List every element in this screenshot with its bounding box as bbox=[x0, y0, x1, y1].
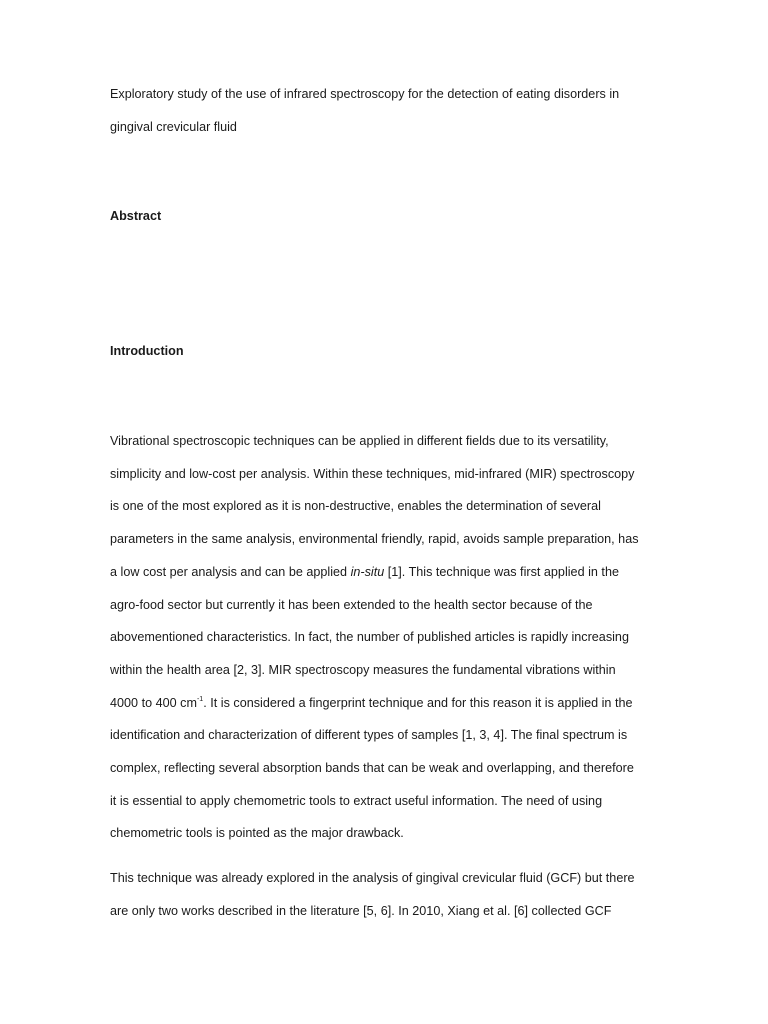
paragraph-line: This technique was already explored in the analysis of gingival crevicular fluid (GCF) but there bbox=[110, 871, 635, 885]
superscript: -1 bbox=[196, 695, 204, 703]
introduction-heading-text: Introduction bbox=[110, 344, 184, 358]
introduction-heading bbox=[110, 335, 660, 368]
title-line: Exploratory study of the use of infrared spectroscopy for the detection of eating disorders in bbox=[110, 87, 620, 101]
paragraph-line: agro-food sector but currently it has been extended to the health sector because of the bbox=[110, 597, 593, 612]
paragraph-line: chemometric tools is pointed as the major drawback. bbox=[110, 826, 404, 841]
abstract-heading-text: Abstract bbox=[110, 209, 162, 223]
paragraph-line bbox=[110, 687, 660, 720]
paragraph-line: are only two works described in the literature [5, 6]. In 2010, Xiang et al. [6] collected GCF bbox=[110, 903, 612, 918]
introduction-paragraph-2 bbox=[110, 862, 660, 927]
paragraph-line: Vibrational spectroscopic techniques can be applied in different fields due to its versatility, bbox=[110, 434, 609, 448]
paragraph-line: it is essential to apply chemometric tools to extract useful information. The need of using bbox=[110, 793, 603, 808]
paragraph-line: complex, reflecting several absorption bands that can be weak and overlapping, and therefore bbox=[110, 761, 634, 776]
italic-term: in-situ bbox=[350, 564, 385, 579]
paper-title bbox=[110, 78, 660, 143]
paragraph-line: identification and characterization of different types of samples [1, 3, 4]. The final spectrum is bbox=[110, 728, 628, 743]
paragraph-line: abovementioned characteristics. In fact, the number of published articles is rapidly increasing bbox=[110, 630, 629, 645]
abstract-heading bbox=[110, 200, 660, 233]
paragraph-text: a low cost per analysis and can be applied bbox=[110, 564, 351, 579]
paragraph-line: is one of the most explored as it is non-destructive, enables the determination of several bbox=[110, 499, 601, 514]
paragraph-line: parameters in the same analysis, environmental friendly, rapid, avoids sample preparation, has bbox=[110, 532, 639, 547]
paragraph-line: within the health area [2, 3]. MIR spectroscopy measures the fundamental vibrations within bbox=[110, 662, 616, 677]
paragraph-text: [1]. This technique was first applied in the bbox=[384, 564, 619, 579]
introduction-paragraph-1 bbox=[110, 425, 660, 850]
paragraph-text: . It is considered a fingerprint technique and for this reason it is applied in the bbox=[203, 695, 633, 710]
paragraph-text: 4000 to 400 cm bbox=[110, 695, 197, 710]
paragraph-line: simplicity and low-cost per analysis. Within these techniques, mid-infrared (MIR) spectroscopy bbox=[110, 466, 635, 481]
paragraph-line bbox=[110, 556, 660, 589]
title-line: gingival crevicular fluid bbox=[110, 119, 237, 134]
